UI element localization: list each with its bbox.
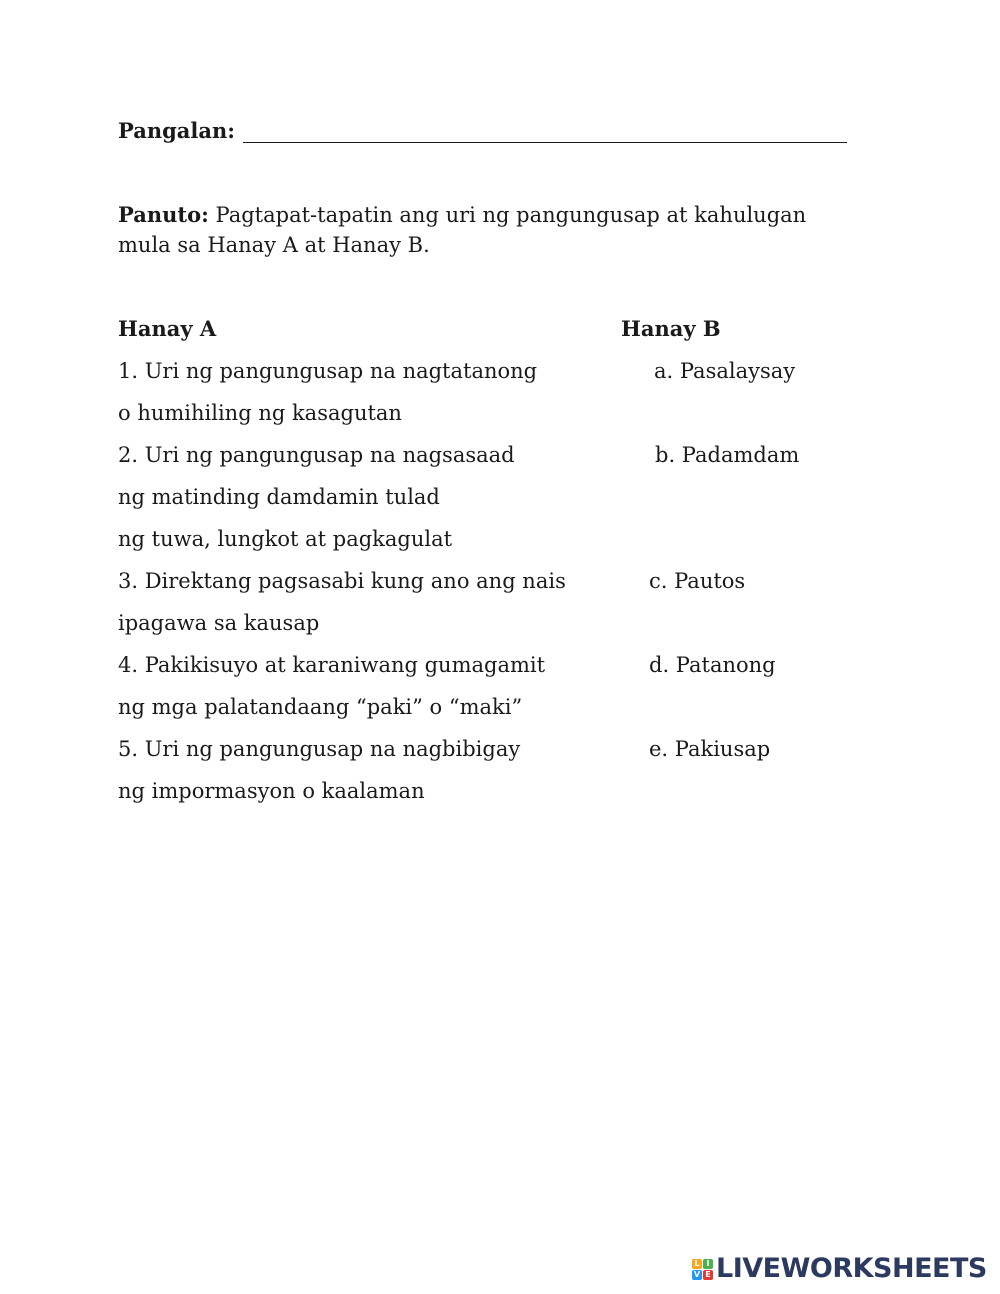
liveworksheets-logo-icon xyxy=(692,1259,713,1280)
hanay-b-item-d: d. Patanong xyxy=(649,653,776,677)
hanay-b-item-e: e. Pakiusap xyxy=(649,737,771,761)
name-blank-line[interactable] xyxy=(243,142,847,143)
hanay-a-item-2-line-2: ng matinding damdamin tulad xyxy=(118,485,440,509)
logo-mark-cell-i: I xyxy=(703,1259,713,1269)
logo-mark-cell-l: L xyxy=(692,1259,702,1269)
liveworksheets-logo xyxy=(692,1254,987,1284)
hanay-a-item-2-line-1: 2. Uri ng pangungusap na nagsasaad xyxy=(118,443,515,467)
hanay-a-item-1-line-1: 1. Uri ng pangungusap na nagtatanong xyxy=(118,359,538,383)
hanay-a-header: Hanay A xyxy=(118,316,217,341)
hanay-a-item-5-line-1: 5. Uri ng pangungusap na nagbibigay xyxy=(118,737,521,761)
instructions-line-1 xyxy=(118,202,806,228)
hanay-a-item-1-line-2: o humihiling ng kasagutan xyxy=(118,401,402,425)
hanay-b-item-b: b. Padamdam xyxy=(655,443,800,467)
logo-mark-cell-e: E xyxy=(703,1270,713,1280)
hanay-b-item-c: c. Pautos xyxy=(649,569,746,593)
instructions-text-1: Pagtapat-tapatin ang uri ng pangungusap at kahulugan xyxy=(215,203,807,227)
hanay-a-item-2-line-3: ng tuwa, lungkot at pagkagulat xyxy=(118,527,453,551)
hanay-a-item-3-line-2: ipagawa sa kausap xyxy=(118,611,320,635)
hanay-a-item-4-line-2: ng mga palatandaang “paki” o “maki” xyxy=(118,695,523,719)
hanay-b-item-a: a. Pasalaysay xyxy=(654,359,796,383)
hanay-a-item-5-line-2: ng impormasyon o kaalaman xyxy=(118,779,425,803)
name-label: Pangalan: xyxy=(118,118,235,143)
hanay-b-header: Hanay B xyxy=(621,316,721,341)
hanay-a-item-3-line-1: 3. Direktang pagsasabi kung ano ang nais xyxy=(118,569,566,593)
instructions-label: Panuto: xyxy=(118,202,209,227)
liveworksheets-wordmark: LIVEWORKSHEETS xyxy=(716,1253,987,1284)
instructions-line-2: mula sa Hanay A at Hanay B. xyxy=(118,233,430,257)
logo-mark-cell-v: V xyxy=(693,1269,701,1279)
hanay-a-item-4-line-1: 4. Pakikisuyo at karaniwang gumagamit xyxy=(118,653,546,677)
